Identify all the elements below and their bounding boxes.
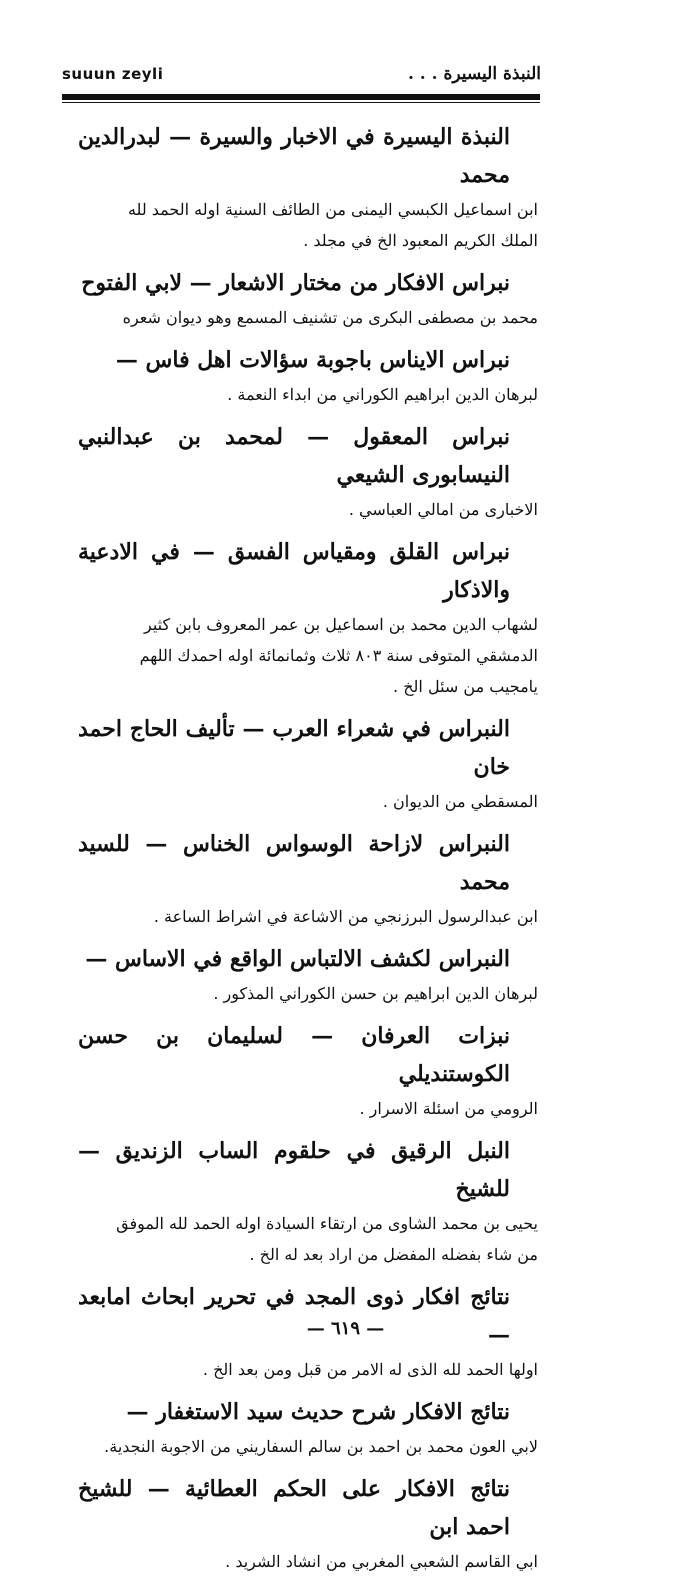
catalog-entry (78, 1017, 538, 1124)
catalog-entry (78, 940, 538, 1009)
entry-text-line: المسقطي من الديوان . (382, 792, 538, 811)
entry-text-line: لابي العون محمد بن احمد بن سالم السفاريني من الاجوبة النجدية. (104, 1437, 538, 1456)
entry-text-line: ابن عبدالرسول البرزنجي من الاشاعة في اشراط الساعة . (153, 907, 538, 926)
entry-title-line: نتائج افكار ذوى المجد في تحرير ابحاث امابعد — (78, 1284, 510, 1348)
catalog-entries (78, 118, 538, 1585)
entry-text-line: يحيى بن محمد الشاوى من ارتقاء السيادة اوله الحمد لله الموفق (116, 1214, 538, 1233)
entry-text-line: الملك الكريم المعبود الخ في مجلد . (303, 231, 538, 250)
entry-title-line: نبراس الايناس باجوبة سؤالات اهل فاس — (115, 347, 510, 373)
entry-title-line: نبراس الافكار من مختار الاشعار — لابي الفتوح (81, 270, 510, 296)
entry-title-line: النبذة اليسيرة في الاخبار والسيرة — لبدرالدين محمد (78, 124, 510, 188)
entry-title-line: نتائج الافكار شرح حديث سيد الاستغفار — (126, 1399, 510, 1425)
catalog-entry (78, 341, 538, 410)
running-header (62, 62, 541, 86)
entry-text-line: لبرهان الدين ابراهيم الكوراني من ابداء النعمة . (227, 385, 538, 404)
entry-text-line: محمد بن مصطفى البكرى من تشنيف المسمع وهو ديوان شعره (122, 308, 538, 327)
header-series-title: suuun zeyli (62, 65, 164, 83)
catalog-entry (78, 264, 538, 333)
entry-text-line: الدمشقي المتوفى سنة ٨٠٣ ثلاث وثمانمائة اوله احمدك اللهم (139, 646, 538, 665)
catalog-entry (78, 1393, 538, 1462)
page-number: — ٦١٩ — (306, 1318, 385, 1339)
entry-text-line: الاخبارى من امالي العباسي . (348, 500, 538, 519)
entry-title-line: نبزات العرفان — لسليمان بن حسن الكوستنديلي (78, 1023, 510, 1087)
entry-title-line: نبراس المعقول — لمحمد بن عبدالنبي النيسابورى الشيعي (78, 424, 510, 488)
entry-text-line: ابن اسماعيل الكبسي اليمنى من الطائف السنية اوله الحمد لله (127, 200, 538, 219)
entry-title-line: النبل الرقيق في حلقوم الساب الزنديق — للشيخ (78, 1138, 510, 1202)
header-rule-thin (62, 102, 540, 103)
entry-title-line: نبراس القلق ومقياس الفسق — في الادعية والاذكار (78, 539, 510, 603)
catalog-entry (78, 418, 538, 525)
entry-title-line: نتائج الافكار على الحكم العطائية — للشيخ احمد ابن (78, 1476, 510, 1540)
entry-title-line: النبراس في شعراء العرب — تأليف الحاج احمد خان (78, 716, 510, 780)
entry-text-line: من شاء بفضله المفضل من اراد بعد له الخ . (249, 1245, 538, 1264)
entry-title-line: النبراس لازاحة الوسواس الخناس — للسيد محمد (78, 831, 510, 895)
catalog-entry (78, 1132, 538, 1270)
entry-text-line: لبرهان الدين ابراهيم بن حسن الكوراني المذكور . (213, 984, 538, 1003)
entry-text-line: لشهاب الدين محمد بن اسماعيل بن عمر المعروف بابن كثير (144, 615, 538, 634)
entry-title-line: النبراس لكشف الالتباس الواقع في الاساس — (85, 946, 510, 972)
entry-text-line: الرومي من اسئلة الاسرار . (359, 1099, 538, 1118)
catalog-entry (78, 533, 538, 702)
catalog-entry (78, 1470, 538, 1577)
entry-text-line: ابي القاسم الشعبي المغربي من انشاد الشريد . (225, 1552, 538, 1571)
entry-text-line: اولها الحمد لله الذى له الامر من قبل ومن بعد الخ . (202, 1360, 538, 1379)
header-entry-title: النبذة اليسيرة . . . (407, 64, 541, 84)
catalog-entry (78, 118, 538, 256)
catalog-entry (78, 710, 538, 817)
entry-text-line: يامجيب من سئل الخ . (393, 677, 538, 696)
header-rule-thick (62, 94, 540, 100)
catalog-entry (78, 825, 538, 932)
